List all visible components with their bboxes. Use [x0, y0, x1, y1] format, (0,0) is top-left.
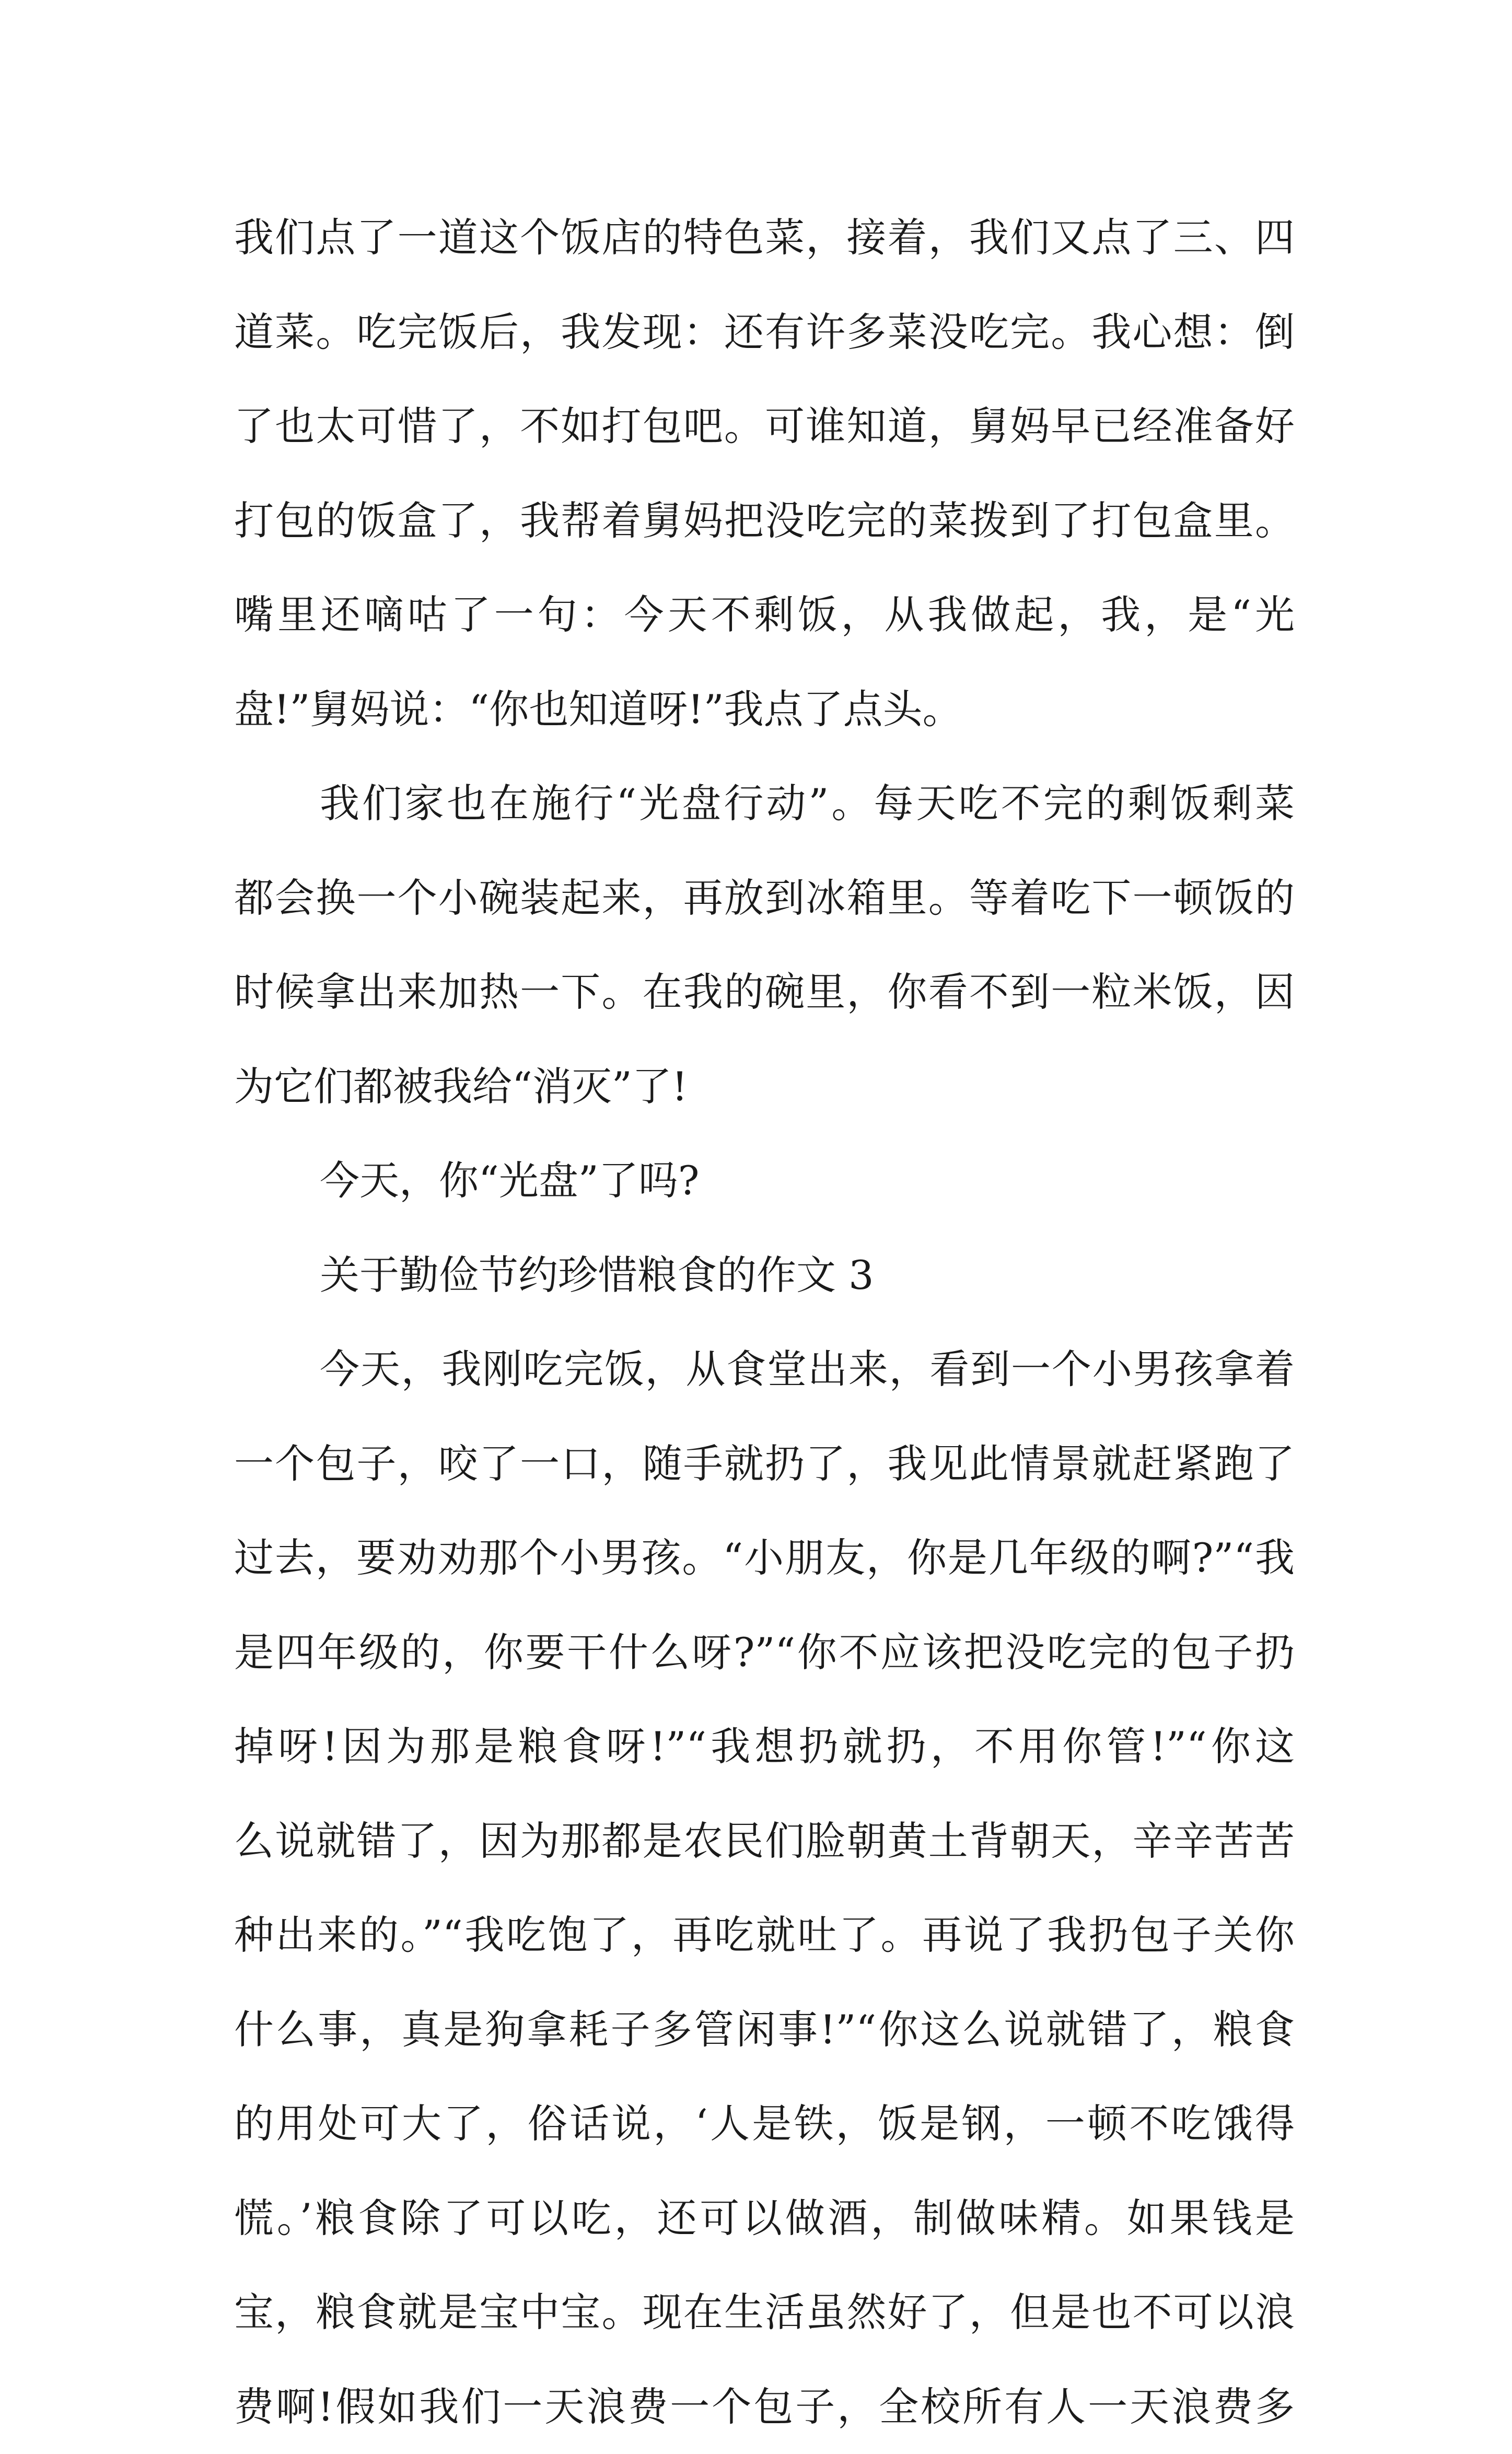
text-line: 的用处可大了，俗话说，‘人是铁，饭是钢，一顿不吃饿得 [234, 2077, 1295, 2171]
text-line: 费啊!假如我们一天浪费一个包子，全校所有人一天浪费多 [234, 2360, 1295, 2454]
text-line: 打包的饭盒了，我帮着舅妈把没吃完的菜拨到了打包盒里。 [234, 474, 1295, 568]
text-line: 今天，我刚吃完饭，从食堂出来，看到一个小男孩拿着 [234, 1322, 1295, 1417]
text-line: 关于勤俭节约珍惜粮食的作文 3 [234, 1228, 1295, 1323]
text-line: 一个包子，咬了一口，随手就扔了，我见此情景就赶紧跑了 [234, 1417, 1295, 1511]
text-line: 都会换一个小碗装起来，再放到冰箱里。等着吃下一顿饭的 [234, 851, 1295, 946]
text-line: 慌。’粮食除了可以吃，还可以做酒，制做味精。如果钱是 [234, 2171, 1295, 2266]
text-line: 今天，你“光盘”了吗? [234, 1134, 1295, 1228]
text-line: 了也太可惜了，不如打包吧。可谁知道，舅妈早已经准备好 [234, 379, 1295, 474]
text-line: 过去，要劝劝那个小男孩。“小朋友，你是几年级的啊?”“我 [234, 1511, 1295, 1606]
text-line: 嘴里还嘀咕了一句：今天不剩饭，从我做起，我，是“光 [234, 568, 1295, 662]
text-line: 什么事，真是狗拿耗子多管闲事!”“你这么说就错了，粮食 [234, 1983, 1295, 2077]
text-line: 盘!”舅妈说：“你也知道呀!”我点了点头。 [234, 662, 1295, 757]
text-line: 种出来的。”“我吃饱了，再吃就吐了。再说了我扔包子关你 [234, 1888, 1295, 1983]
text-line: 为它们都被我给“消灭”了! [234, 1040, 1295, 1134]
text-line: 掉呀!因为那是粮食呀!”“我想扔就扔，不用你管!”“你这 [234, 1700, 1295, 1794]
text-line: 时候拿出来加热一下。在我的碗里，你看不到一粒米饭，因 [234, 945, 1295, 1040]
text-line: 宝，粮食就是宝中宝。现在生活虽然好了，但是也不可以浪 [234, 2265, 1295, 2360]
text-line: 道菜。吃完饭后，我发现：还有许多菜没吃完。我心想：倒 [234, 285, 1295, 380]
text-line: 么说就错了，因为那都是农民们脸朝黄土背朝天，辛辛苦苦 [234, 1794, 1295, 1889]
text-line: 我们家也在施行“光盘行动”。每天吃不完的剩饭剩菜 [234, 757, 1295, 851]
text-line: 是四年级的，你要干什么呀?”“你不应该把没吃完的包子扔 [234, 1606, 1295, 1700]
body-text [234, 191, 1295, 2454]
text-line: 我们点了一道这个饭店的特色菜，接着，我们又点了三、四 [234, 191, 1295, 285]
